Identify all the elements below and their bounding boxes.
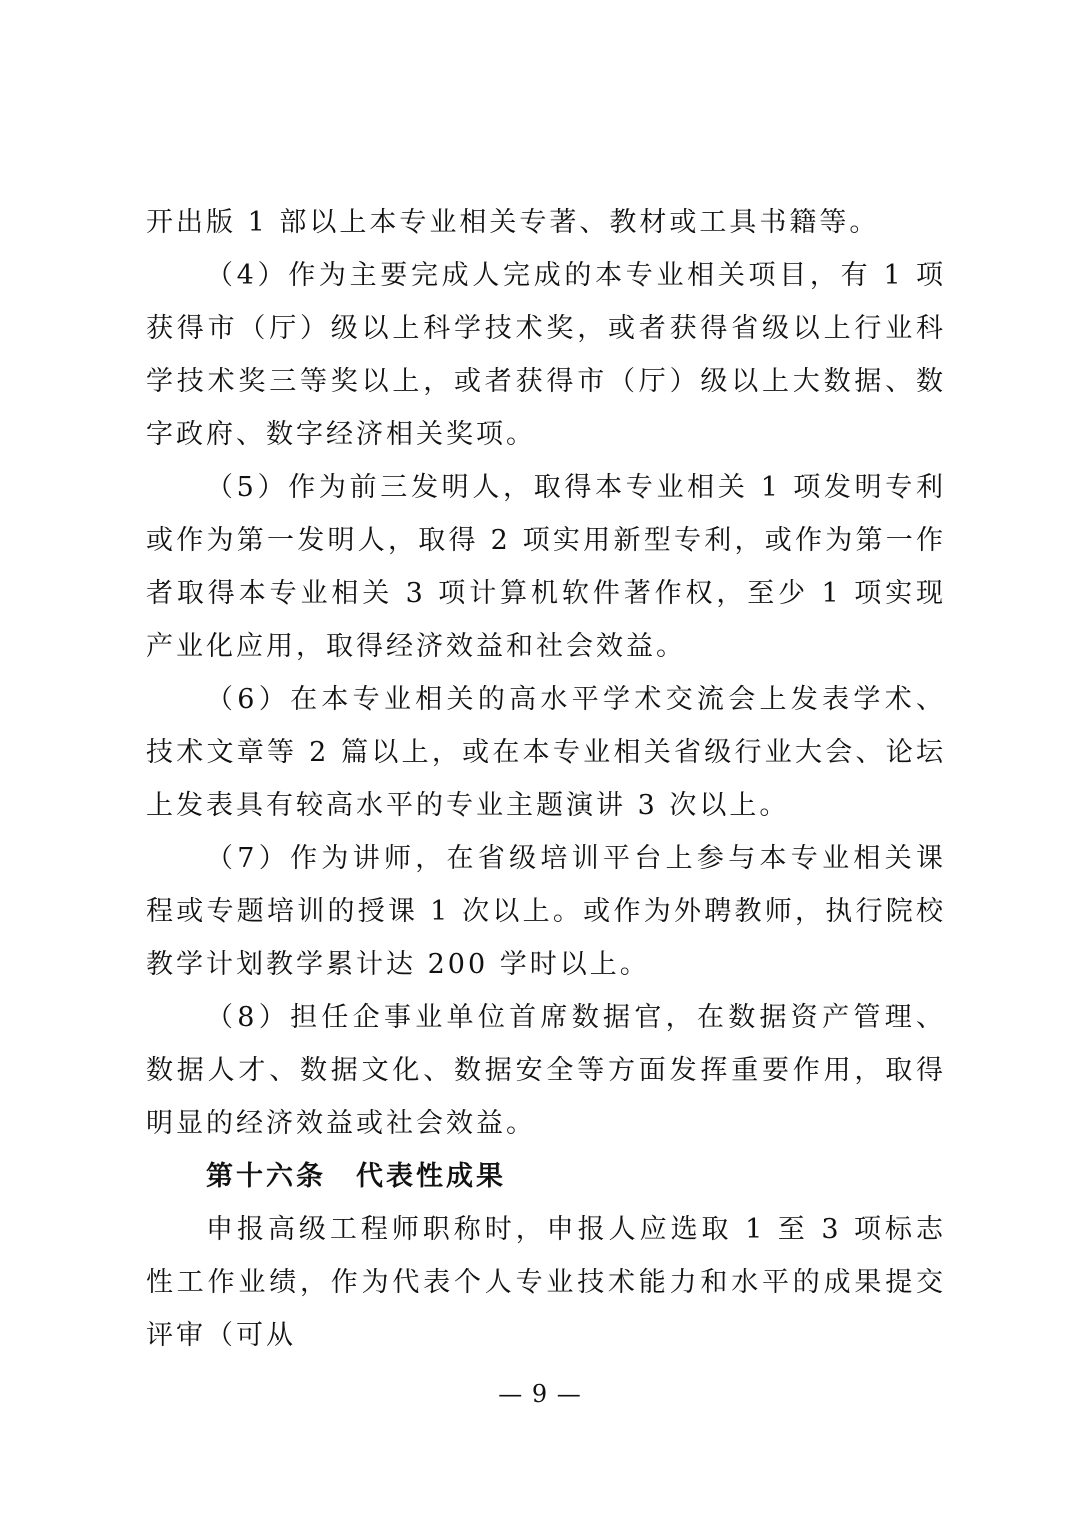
page-number: — 9 — [498, 1380, 582, 1408]
paragraph-item-8: （8）担任企事业单位首席数据官，在数据资产管理、数据人才、数据文化、数据安全等方面发挥重要作用，取得明显的经济效益或社会效益。 [146, 1002, 946, 1139]
paragraph-item-7: （7）作为讲师，在省级培训平台上参与本专业相关课程或专题培训的授课 1 次以上。或作为外聘教师，执行院校教学计划教学累计达 200 学时以上。 [146, 843, 946, 980]
paragraph-item-4: （4）作为主要完成人完成的本专业相关项目，有 1 项获得市（厅）级以上科学技术奖，或者获得省级以上行业科学技术奖三等奖以上，或者获得市（厅）级以上大数据、数字政府、数字经济相关奖项。 [146, 260, 946, 450]
paragraph-representative-results: 申报高级工程师职称时，申报人应选取 1 至 3 项标志性工作业绩，作为代表个人专业技术能力和水平的成果提交评审（可从 [146, 1214, 946, 1351]
section-heading [146, 1150, 946, 1203]
paragraph-item-6: （6）在本专业相关的高水平学术交流会上发表学术、技术文章等 2 篇以上，或在本专业相关省级行业大会、论坛上发表具有较高水平的专业主题演讲 3 次以上。 [146, 684, 946, 821]
section-title: 代表性成果 [356, 1161, 506, 1192]
document-body [146, 196, 946, 1362]
paragraph-continued: 开出版 1 部以上本专业相关专著、教材或工具书籍等。 [146, 207, 880, 238]
paragraph-item-5: （5）作为前三发明人，取得本专业相关 1 项发明专利或作为第一发明人，取得 2 项实用新型专利，或作为第一作者取得本专业相关 3 项计算机软件著作权，至少 1 项实现产业化应用，取得经济效益和社会效益。 [146, 472, 946, 662]
section-article-number: 第十六条 [206, 1161, 326, 1192]
